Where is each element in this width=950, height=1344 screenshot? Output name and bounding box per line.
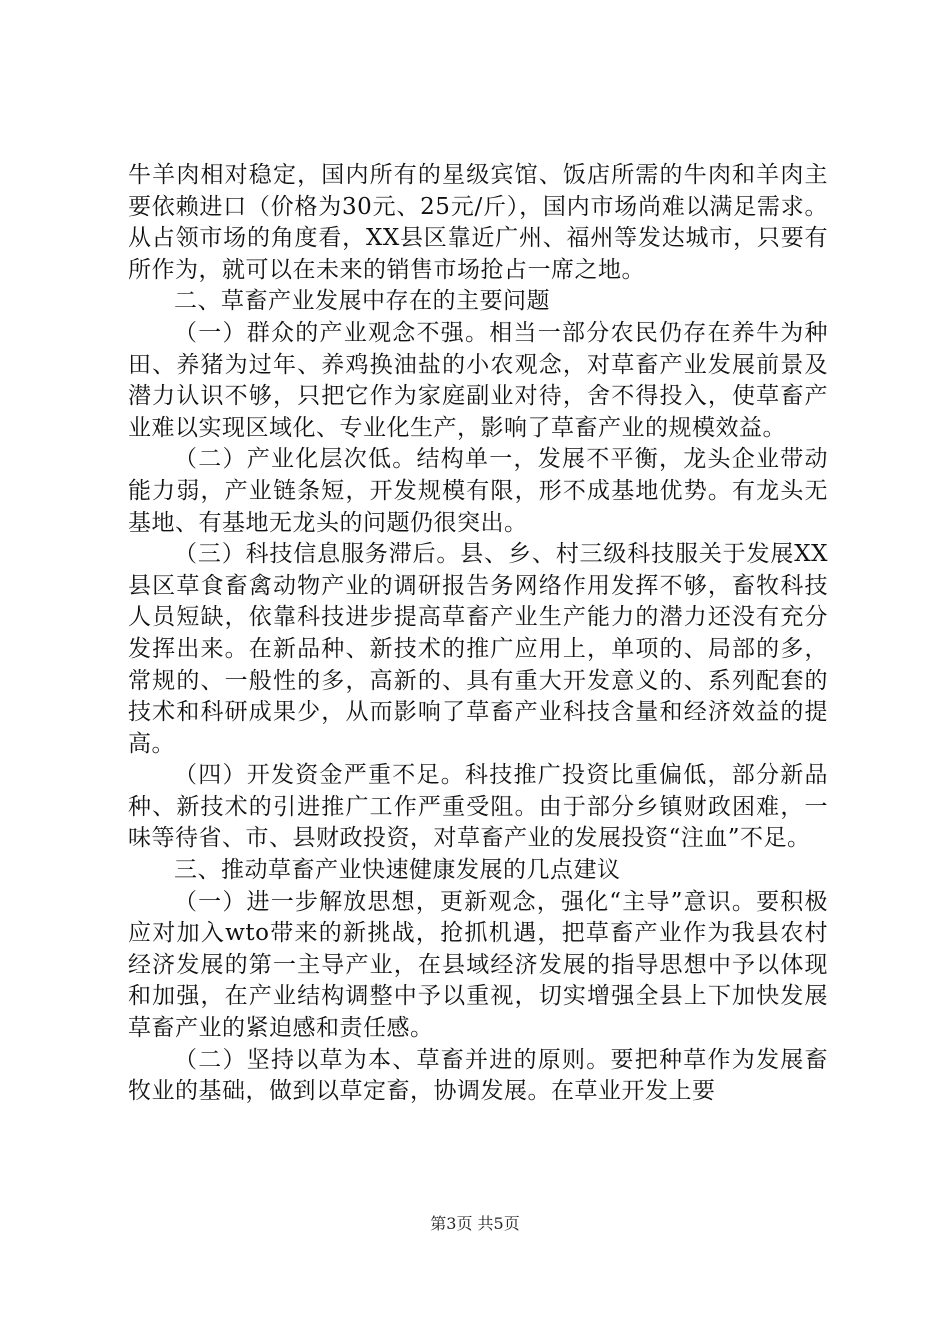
paragraph-suggestion-1: （一）进一步解放思想，更新观念，强化“主导”意识。要积极应对加入wto带来的新挑战，抢抓机遇，把草畜产业作为我县农村经济发展的第一主导产业，在县域经济发展的指导思想中予以体现和加强，在产业结构调整中予以重视，切实增强全县上下加快发展草畜产业的紧迫感和责任感。: [128, 888, 828, 1042]
page-footer: 第3页 共5页: [430, 1214, 520, 1233]
paragraph-issue-3: （三）科技信息服务滞后。县、乡、村三级科技服关于发展XX县区草食畜禽动物产业的调研报告务网络作用发挥不够，畜牧科技人员短缺，依靠科技进步提高草畜产业生产能力的潜力还没有充分发挥出来。在新品种、新技术的推广应用上，单项的、局部的多，常规的、一般性的多，高新的、具有重大开发意义的、系列配套的技术和科研成果少，从而影响了草畜产业科技含量和经济效益的提高。: [128, 541, 828, 757]
paragraph-suggestion-2: （二）坚持以草为本、草畜并进的原则。要把种草作为发展畜牧业的基础，做到以草定畜，协调发展。在草业开发上要: [128, 1046, 828, 1105]
document-body: [128, 160, 828, 1108]
paragraph-issue-4: （四）开发资金严重不足。科技推广投资比重偏低，部分新品种、新技术的引进推广工作严重受阻。由于部分乡镇财政困难，一味等待省、市、县财政投资，对草畜产业的发展投资“注血”不足。: [128, 762, 828, 852]
paragraph-issue-2: （二）产业化层次低。结构单一，发展不平衡，龙头企业带动能力弱，产业链条短，开发规模有限，形不成基地优势。有龙头无基地、有基地无龙头的问题仍很突出。: [128, 446, 828, 536]
section-heading-2: 二、草畜产业发展中存在的主要问题: [174, 288, 550, 315]
paragraph-issue-1: （一）群众的产业观念不强。相当一部分农民仍存在养牛为种田、养猪为过年、养鸡换油盐的小农观念，对草畜产业发展前景及潜力认识不够，只把它作为家庭副业对待，舍不得投入，使草畜产业难以实现区域化、专业化生产，影响了草畜产业的规模效益。: [128, 319, 828, 441]
section-heading-3: 三、推动草畜产业快速健康发展的几点建议: [174, 857, 621, 884]
paragraph-continuation: 牛羊肉相对稳定，国内所有的星级宾馆、饭店所需的牛肉和羊肉主要依赖进口（价格为30元、25元/斤），国内市场尚难以满足需求。从占领市场的角度看，XX县区靠近广州、福州等发达城市，只要有所作为，就可以在未来的销售市场抢占一席之地。: [128, 162, 828, 283]
